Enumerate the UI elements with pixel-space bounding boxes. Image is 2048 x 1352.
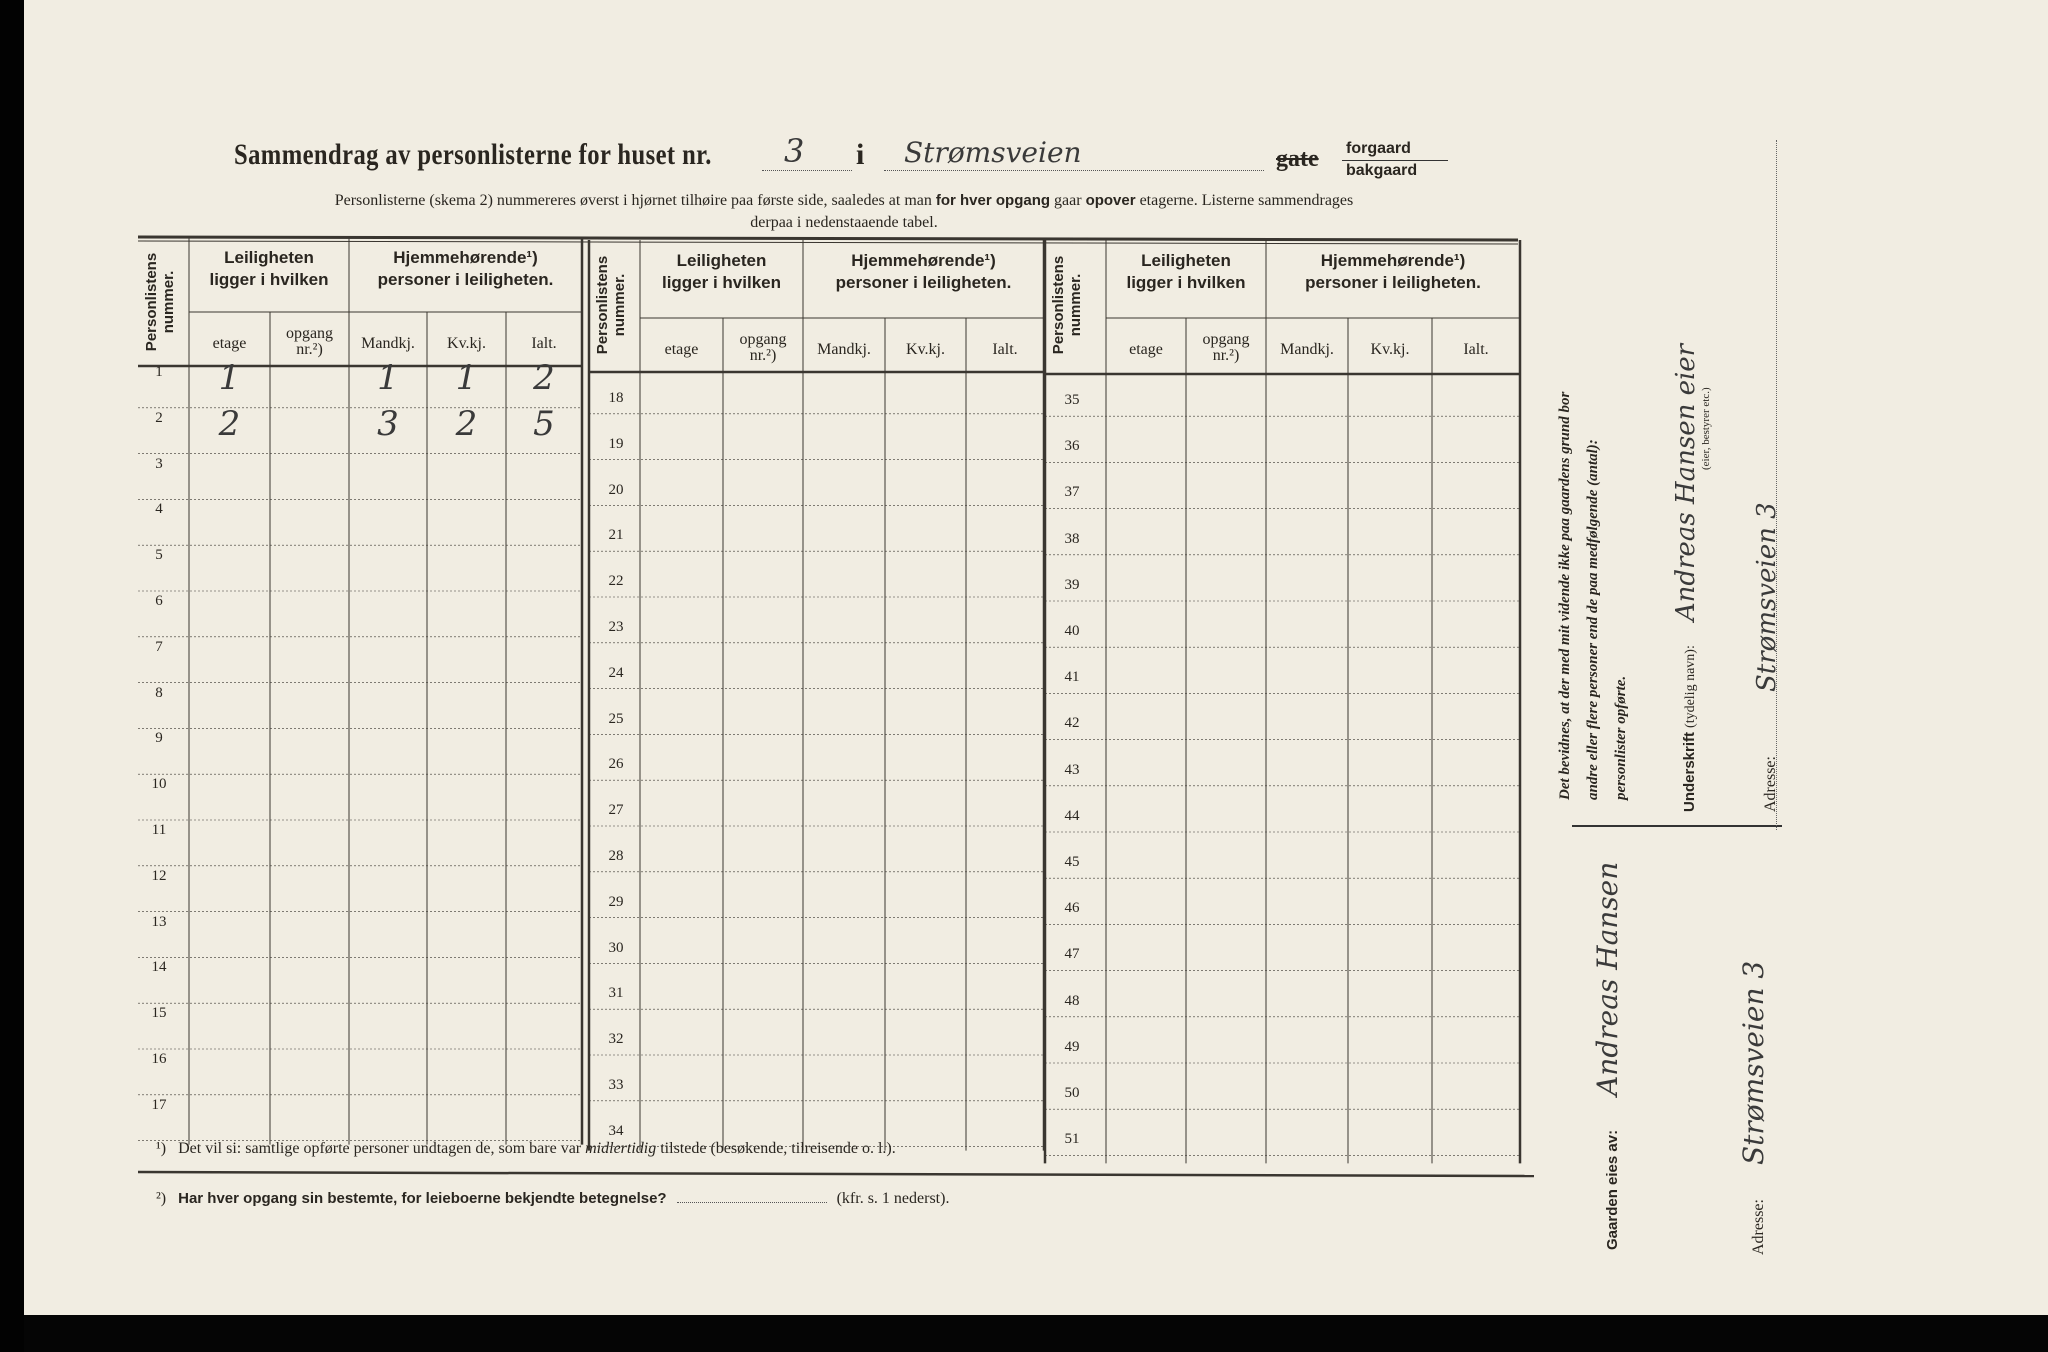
opgang-header-1: opgang (285, 325, 334, 342)
row-number: 2 (155, 409, 163, 426)
row-number: 37 (1064, 484, 1080, 501)
hjemmehorende-header-2: personer i leiligheten. (835, 273, 1012, 292)
gaarden-row (1591, 862, 1624, 1250)
footnote-1-end: tilstede (besøkende, tilreisende o. l.). (660, 1140, 896, 1157)
row-number: 33 (608, 1077, 624, 1093)
footnote-1 (156, 1140, 896, 1158)
kvkj-header: Kv.kj. (906, 341, 945, 358)
row-number: 6 (155, 593, 163, 609)
underskrift-label: Underskrift (1681, 731, 1698, 812)
entry-kvkj: 1 (455, 358, 478, 398)
footnote-2 (156, 1190, 949, 1208)
row-number: 36 (1064, 438, 1080, 455)
underskrift-hint: (tydelig navn): (1683, 645, 1698, 728)
personlistens-header-line1: Personlistens (594, 255, 611, 355)
leiligheten-header-2: ligger i hvilken (1126, 273, 1246, 292)
intro-line1-e: etagerne. Listerne sammendrages (1139, 192, 1354, 209)
footnote-2-ref: (kfr. s. 1 nederst). (836, 1190, 950, 1207)
grid-line (138, 1172, 1534, 1176)
personlistens-header (1050, 245, 1090, 365)
adresse-row-1 (1752, 502, 1782, 812)
personlistens-header (143, 242, 183, 362)
row-number: 45 (1064, 854, 1080, 870)
kvkj-header: Kv.kj. (1370, 341, 1410, 358)
leiligheten-header-2: ligger i hvilken (209, 270, 329, 289)
hjemmehorende-header-2: personer i leiligheten. (1305, 273, 1481, 292)
adresse-value-1: Strømsveien 3 (1752, 502, 1782, 693)
personlistens-header-line1: Personlistens (1050, 255, 1067, 355)
entry-kvkj: 2 (455, 403, 478, 444)
footnote-1-mark: ¹) (156, 1140, 167, 1157)
row-number: 19 (608, 435, 624, 452)
declaration-line-2: andre eller flere personer end de paa medfølgende (antal): (1585, 439, 1601, 800)
opgang-header-2: nr.²) (749, 347, 777, 364)
etage-header: etage (1129, 341, 1163, 358)
row-number: 30 (608, 939, 624, 956)
intro-line1-b: for hver opgang (935, 192, 1051, 209)
title-i: i (856, 138, 865, 171)
adresse-value-2: Strømsveien 3 (1737, 960, 1770, 1166)
kvkj-header: Kv.kj. (447, 335, 486, 352)
row-number: 40 (1064, 623, 1080, 639)
row-number: 5 (155, 547, 163, 564)
adresse-label-2: Adresse: (1750, 1199, 1767, 1255)
mandkj-header: Mandkj. (361, 335, 415, 352)
opgang-header-2: nr.²) (1212, 347, 1240, 364)
hjemmehorende-header-1: Hjemmehørende¹) (851, 251, 996, 270)
leiligheten-header-1: Leiligheten (224, 248, 314, 267)
row-number: 3 (155, 455, 163, 472)
entry-etage: 2 (218, 403, 241, 444)
row-number: 23 (608, 619, 624, 635)
side-divider (1572, 825, 1782, 827)
entry-mandkj: 1 (377, 358, 399, 398)
row-number: 9 (155, 730, 163, 747)
row-number: 27 (608, 802, 624, 819)
row-number: 14 (151, 959, 167, 976)
ialt-header: Ialt. (992, 341, 1018, 358)
house-number: 3 (784, 132, 805, 170)
row-number: 50 (1064, 1085, 1080, 1101)
opgang-header-1: opgang (739, 331, 787, 348)
intro-line1-d: opover (1085, 192, 1136, 209)
leiligheten-header-1: Leiligheten (676, 251, 767, 270)
row-number: 29 (608, 893, 624, 910)
personlistens-header-line2: nummer. (160, 270, 177, 334)
row-number: 35 (1064, 392, 1080, 408)
row-number: 7 (155, 638, 163, 655)
entry-ialt: 2 (533, 358, 555, 398)
row-number: 47 (1064, 946, 1080, 963)
personlistens-header-line1: Personlistens (143, 252, 160, 352)
title-prefix: Sammendrag av personlisterne for huset nr. (234, 138, 712, 171)
row-number: 25 (608, 710, 624, 727)
adresse-label-1: Adresse: (1762, 756, 1779, 812)
row-number: 1 (155, 364, 163, 380)
row-number: 10 (151, 776, 167, 793)
mandkj-header: Mandkj. (1280, 341, 1334, 358)
personlistens-header (594, 245, 634, 365)
grid-line (138, 237, 1518, 240)
row-number: 17 (151, 1096, 167, 1113)
row-number: 51 (1064, 1131, 1080, 1148)
hjemmehorende-header-2: personer i leiligheten. (377, 270, 554, 289)
ialt-header: Ialt. (531, 335, 557, 352)
row-number: 34 (608, 1122, 624, 1139)
leiligheten-header-2: ligger i hvilken (661, 273, 782, 292)
opgang-header-2: nr.²) (296, 341, 323, 358)
title-bakgaard: bakgaard (1346, 162, 1418, 179)
row-number: 13 (151, 913, 167, 930)
etage-header: etage (212, 335, 247, 352)
row-number: 26 (608, 756, 624, 773)
leiligheten-header-1: Leiligheten (1141, 251, 1231, 270)
opgang-header-1: opgang (1202, 331, 1250, 348)
row-number: 20 (608, 481, 624, 498)
intro-line1-c: gaar (1054, 192, 1082, 209)
gaarden-value: Andreas Hansen (1591, 861, 1624, 1096)
row-number: 39 (1064, 576, 1080, 593)
footnote-2-mark: ²) (156, 1190, 167, 1207)
row-number: 24 (608, 664, 624, 681)
underskrift-row (1671, 344, 1701, 812)
gaarden-label: Gaarden eies av: (1604, 1129, 1621, 1250)
underskrift-value: Andreas Hansen eier (1671, 343, 1701, 622)
row-number: 49 (1064, 1038, 1080, 1055)
row-number: 38 (1064, 530, 1080, 547)
row-number: 16 (151, 1051, 167, 1067)
row-number: 15 (151, 1005, 167, 1022)
ialt-header: Ialt. (1463, 341, 1489, 358)
hjemmehorende-header-1: Hjemmehørende¹) (393, 248, 538, 267)
row-number: 22 (608, 573, 624, 590)
declaration-line-3: personlister opførte. (1613, 675, 1629, 800)
title-forgaard: forgaard (1346, 140, 1411, 157)
row-number: 41 (1064, 669, 1080, 686)
row-number: 18 (608, 390, 624, 406)
personlistens-header-line2: nummer. (1067, 273, 1084, 337)
row-number: 11 (151, 822, 167, 838)
census-form-sheet (24, 0, 2048, 1315)
adresse-row-2 (1737, 961, 1770, 1255)
row-number: 8 (155, 684, 163, 701)
declaration-line-1: Det bevidnes, at der med mit vidende ikke paa gaardens grund bor (1557, 391, 1573, 800)
row-number: 31 (608, 985, 624, 1002)
title-gate: gate (1276, 146, 1319, 172)
mandkj-header: Mandkj. (817, 341, 871, 358)
entry-etage: 1 (218, 358, 241, 398)
eier-hint: (eier, bestyrer etc.) (1700, 387, 1712, 470)
row-number: 12 (151, 867, 167, 884)
entry-ialt: 5 (533, 403, 555, 444)
hjemmehorende-header-1: Hjemmehørende¹) (1320, 251, 1466, 270)
row-number: 32 (608, 1031, 624, 1048)
row-number: 44 (1064, 807, 1080, 824)
row-number: 21 (608, 527, 624, 544)
row-number: 43 (1064, 761, 1080, 778)
personlistens-header-line2: nummer. (611, 273, 628, 337)
footnote-1-text: Det vil si: samtlige opførte personer undtagen de, som bare var (178, 1140, 582, 1157)
row-number: 4 (155, 501, 163, 518)
row-number: 42 (1064, 715, 1080, 732)
intro-line1-a: Personlisterne (skema 2) nummereres øverst i hjørnet tilhøire paa første side, saaledes at man (334, 192, 932, 209)
scan-edge-left (0, 0, 24, 1352)
footnote-1-italic: midlertidig (585, 1140, 657, 1157)
side-dotted-line (1776, 140, 1777, 830)
etage-header: etage (664, 341, 699, 358)
row-number: 48 (1064, 992, 1080, 1009)
row-number: 28 (608, 848, 624, 864)
footnote-2-text: Har hver opgang sin bestemte, for leieboerne bekjendte betegnelse? (178, 1190, 667, 1207)
declaration-text (1551, 392, 1635, 800)
row-number: 46 (1064, 900, 1080, 917)
street-name: Strømsveien (904, 136, 1082, 169)
grid-line (138, 241, 1518, 244)
intro-line2: derpaa i nedenstaaende tabel. (750, 214, 938, 231)
entry-mandkj: 3 (377, 403, 399, 444)
